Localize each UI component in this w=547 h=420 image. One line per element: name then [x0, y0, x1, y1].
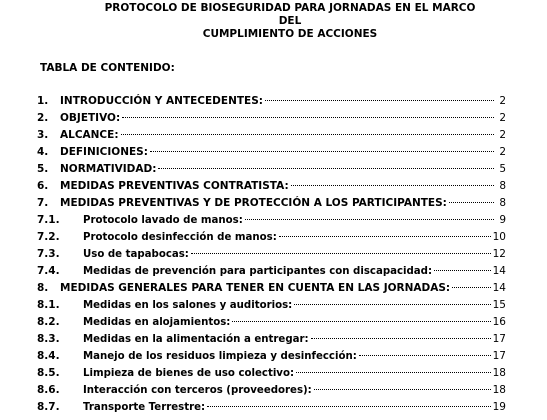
toc-dot-leader	[207, 402, 491, 407]
toc-entry-label: Protocolo desinfección de manos:	[83, 232, 277, 243]
toc-entry-page: 16	[492, 316, 506, 328]
toc-entry-number: 6.	[37, 180, 49, 192]
toc-entry-page: 2	[499, 112, 506, 124]
toc-entry[interactable]	[37, 348, 506, 365]
toc-entry-label: DEFINICIONES:	[60, 146, 148, 158]
toc-dot-leader	[311, 334, 491, 339]
toc-dot-leader	[150, 147, 494, 152]
toc-dot-leader	[158, 164, 494, 169]
document-title-line-1: PROTOCOLO DE BIOSEGURIDAD PARA JORNADAS EN EL MARCO DEL	[104, 2, 476, 27]
toc-entry-number: 4.	[37, 146, 49, 158]
toc-entry-label: Medidas en la alimentación a entregar:	[83, 334, 309, 345]
toc-entry[interactable]	[37, 127, 506, 144]
toc-entry-label: Manejo de los residuos limpieza y desinfección:	[83, 351, 357, 362]
toc-entry[interactable]	[37, 263, 506, 280]
toc-entry-label: Uso de tapabocas:	[83, 249, 189, 260]
toc-entry-page: 2	[499, 129, 506, 141]
toc-dot-leader	[296, 368, 491, 373]
toc-entry-number: 2.	[37, 112, 49, 124]
toc-entry-number: 8.3.	[37, 333, 60, 345]
toc-entry-number: 8.2.	[37, 316, 60, 328]
toc-entry-label: MEDIDAS PREVENTIVAS Y DE PROTECCIÓN A LOS PARTICIPANTES:	[60, 197, 447, 209]
toc-dot-leader	[191, 249, 491, 254]
toc-entry[interactable]	[37, 93, 506, 110]
toc-dot-leader	[279, 232, 491, 237]
toc-entry-page: 8	[499, 180, 506, 192]
toc-dot-leader	[314, 385, 491, 390]
toc-entry[interactable]	[37, 229, 506, 246]
toc-entry-number: 7.1.	[37, 214, 60, 226]
toc-entry[interactable]	[37, 110, 506, 127]
toc-entry-page: 9	[499, 214, 506, 226]
toc-entry-page: 2	[499, 95, 506, 107]
toc-dot-leader	[245, 215, 494, 220]
toc-entry-page: 2	[499, 146, 506, 158]
toc-entry-page: 8	[499, 197, 506, 209]
toc-entry-page: 17	[492, 350, 506, 362]
toc-entry[interactable]	[37, 382, 506, 399]
toc-entry-page: 10	[492, 231, 506, 243]
toc-entry-label: MEDIDAS PREVENTIVAS CONTRATISTA:	[60, 180, 289, 192]
toc-entry-page: 18	[492, 384, 506, 396]
toc-entry-label: Medidas de prevención para participantes con discapacidad:	[83, 266, 433, 277]
toc-entry-label: Protocolo lavado de manos:	[83, 215, 243, 226]
toc-entry-number: 1.	[37, 95, 49, 107]
toc-entry-number: 7.3.	[37, 248, 60, 260]
toc-entry-label: Limpieza de bienes de uso colectivo:	[83, 368, 295, 379]
toc-entry-page: 17	[492, 333, 506, 345]
toc-entry[interactable]	[37, 314, 506, 331]
toc-entry-label: INTRODUCCIÓN Y ANTECEDENTES:	[60, 95, 263, 107]
toc-entry-number: 5.	[37, 163, 49, 175]
toc-entry[interactable]	[37, 144, 506, 161]
toc-entry-number: 7.2.	[37, 231, 60, 243]
toc-entry-label: Interacción con terceros (proveedores):	[83, 385, 312, 396]
toc-heading: TABLA DE CONTENIDO:	[40, 62, 175, 74]
toc-dot-leader	[294, 300, 490, 305]
toc-entry-number: 8.7.	[37, 401, 60, 413]
toc-dot-leader	[232, 317, 490, 322]
toc-dot-leader	[452, 283, 490, 288]
toc-entry-page: 18	[492, 367, 506, 379]
toc-entry-page: 14	[492, 282, 506, 294]
toc-entry-page: 15	[492, 299, 506, 311]
toc-entry-number: 8.	[37, 282, 49, 294]
toc-dot-leader	[121, 130, 494, 135]
toc-entry[interactable]	[37, 280, 506, 297]
toc-entry[interactable]	[37, 212, 506, 229]
toc-entry-label: MEDIDAS GENERALES PARA TENER EN CUENTA EN LAS JORNADAS:	[60, 282, 451, 294]
toc-entry-page: 12	[492, 248, 506, 260]
toc-entry-number: 8.4.	[37, 350, 60, 362]
toc-entry[interactable]	[37, 161, 506, 178]
toc-entry-page: 19	[492, 401, 506, 413]
toc-dot-leader	[449, 198, 494, 203]
table-of-contents	[37, 93, 506, 416]
toc-entry[interactable]	[37, 297, 506, 314]
toc-entry-number: 3.	[37, 129, 49, 141]
document-title	[100, 2, 480, 41]
toc-entry-number: 8.6.	[37, 384, 60, 396]
toc-entry-label: Medidas en los salones y auditorios:	[83, 300, 293, 311]
toc-entry-label: Medidas en alojamientos:	[83, 317, 231, 328]
toc-dot-leader	[434, 266, 491, 271]
toc-dot-leader	[122, 113, 494, 118]
toc-entry[interactable]	[37, 246, 506, 263]
toc-entry-number: 7.	[37, 197, 49, 209]
toc-entry[interactable]	[37, 331, 506, 348]
toc-entry-label: ALCANCE:	[60, 129, 119, 141]
toc-entry-label: Transporte Terrestre:	[83, 402, 206, 413]
document-title-line-2: CUMPLIMIENTO DE ACCIONES	[202, 28, 378, 40]
toc-entry-page: 5	[499, 163, 506, 175]
toc-entry-number: 8.1.	[37, 299, 60, 311]
toc-entry[interactable]	[37, 195, 506, 212]
toc-dot-leader	[265, 96, 494, 101]
toc-entry-label: OBJETIVO:	[60, 112, 121, 124]
toc-entry[interactable]	[37, 399, 506, 416]
toc-entry[interactable]	[37, 178, 506, 195]
toc-entry-number: 8.5.	[37, 367, 60, 379]
toc-dot-leader	[359, 351, 491, 356]
toc-dot-leader	[291, 181, 494, 186]
toc-entry-number: 7.4.	[37, 265, 60, 277]
toc-entry[interactable]	[37, 365, 506, 382]
toc-entry-label: NORMATIVIDAD:	[60, 163, 157, 175]
toc-entry-page: 14	[492, 265, 506, 277]
